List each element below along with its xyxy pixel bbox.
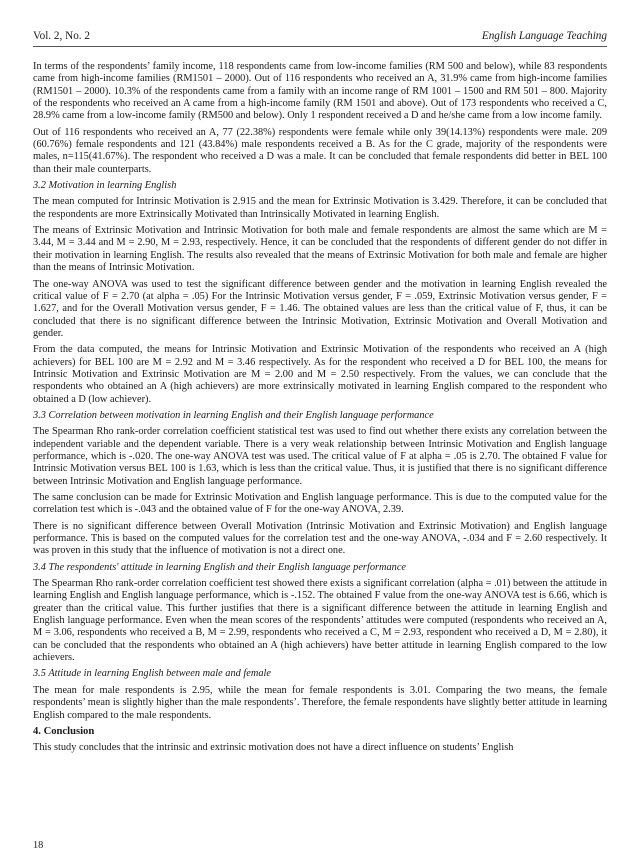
volume-label: Vol. 2, No. 2 xyxy=(33,30,90,42)
section-heading-3-3: 3.3 Correlation between motivation in learning English and their English language performance xyxy=(33,409,434,421)
paragraph: Out of 116 respondents who received an A, 77 (22.38%) respondents were female while only 39(14.13%) respondents were male. 209 (60.76%) female respondents and 121 (43.84%) male respondents received a B. As for the C grade, majority of the respondents were males, n=115(41.67%). The respondent who received a D was a male. It can be concluded that female respondents did better in BEL 100 than their male counterparts. xyxy=(33,126,607,175)
section-heading-3-2: 3.2 Motivation in learning English xyxy=(33,180,177,192)
paragraph: The Spearman Rho rank-order correlation coefficient statistical test was used to find out whether there exists any correlation between the independent variable and the dependent variable. There is a very weak relationship between Intrinsic Motivation and English language performance, which is -.020. The one-way ANOVA test was used. The critical value of F at alpha = .05 is 2.70. The obtained F value for Intrinsic Motivation versus BEL 100 is 1.63, which is less than the critical value. Thus, it is justified that there is no significant difference between Intrinsic Motivation and English language performance. xyxy=(33,426,607,487)
article-body xyxy=(33,61,607,759)
paragraph: The one-way ANOVA was used to test the significant difference between gender and the motivation in learning English revealed the critical value of F = 2.70 (at alpha = .05) For the Intrinsic Motivation versus gender, F = .059, Extrinsic Motivation versus gender, F = 1.627, and for the Overall Motivation versus gender, F = 1.46. The obtained values are less than the critical value of F, thus, it can be concluded that there is no significant difference between the Intrinsic Motivation, Extrinsic Motivation and Overall Motivation and gender. xyxy=(33,278,607,339)
paragraph: There is no significant difference between Overall Motivation (Intrinsic Motivation and Extrinsic Motivation) and English language performance. This is based on the computed values for the correlation test and the one-way ANOVA, -.034 and F = 2.60 respectively. It was proven in this study that the influence of motivation is not a direct one. xyxy=(33,520,607,557)
paragraph: In terms of the respondents’ family income, 118 respondents came from low-income families (RM 500 and below), while 83 respondents came from high-income families (RM1501 – 2000). Out of 116 respondents who received an A, 31.9% came from high-income families (RM1501 – 2000). 10.3% of the respondents came from a family with an income range of RM 1001 – 1500 and RM 501 – 800. Majority of the respondents who received an A came from a high-income family (RM 1501 and above). Out of 173 respondents who received a C, 28.9% came from a low-income family (RM500 and below). Only 1 respondent received a D and he/she came from a low income family. xyxy=(33,61,607,122)
section-heading-4: 4. Conclusion xyxy=(33,725,95,737)
paragraph: The mean computed for Intrinsic Motivation is 2.915 and the mean for Extrinsic Motivation is 3.429. Therefore, it can be concluded that the respondents are more Extrinsically Motivated than Intrinsically Motivated in learning English. xyxy=(33,196,607,220)
paragraph: This study concludes that the intrinsic and extrinsic motivation does not have a direct influence on students’ English xyxy=(33,742,514,754)
journal-title: English Language Teaching xyxy=(481,30,607,42)
running-header xyxy=(33,30,607,47)
section-heading-3-5: 3.5 Attitude in learning English between male and female xyxy=(33,668,271,680)
paragraph: From the data computed, the means for Intrinsic Motivation and Extrinsic Motivation of the respondents who received an A (high achievers) for BEL 100 are M = 2.92 and M = 3.46 respectively. As for the respondent who received a D for BEL 100, the means for Intrinsic Motivation and Extrinsic Motivation are M = 2.00 and M = 2.50 respectively. From the values, we can conclude that the respondents who obtained an A (high achievers) are more extrinsically motivated in learning English compared to the respondent who obtained a D (low achiever). xyxy=(33,344,607,405)
page-number: 18 xyxy=(33,840,44,851)
section-heading-3-4: 3.4 The respondents' attitude in learning English and their English language performance xyxy=(33,561,407,573)
paragraph: The mean for male respondents is 2.95, while the mean for female respondents is 3.01. Comparing the two means, the female respondents’ mean is slightly higher than the male respondents’. Therefore, the female respondents have slightly better attitude in learning English compared to the male respondents. xyxy=(33,684,607,721)
paragraph: The Spearman Rho rank-order correlation coefficient test showed there exists a significant correlation (alpha = .01) between the attitude in learning English and English language performance, which is -.152. The obtained F value from the one-way ANOVA test is 6.66, which is greater than the critical value. This further justifies that there is a significant difference between the attitude in learning English and English language performance. Even when the mean scores of the respondents’ attitudes were computed (respondents who received an A, M = 3.06, respondents who received a B, M = 2.99, respondents who received a C, M = 2.93, respondent who received a D, M = 2.80), it can be concluded that the respondents who obtained an A (high achievers) have better attitude in learning English compared to the low achievers. xyxy=(33,578,607,664)
paragraph: The same conclusion can be made for Extrinsic Motivation and English language performance. This is due to the computed value for the correlation test which is -.043 and the obtained value of F for the one-way ANOVA, 2.39. xyxy=(33,492,607,516)
paragraph: The means of Extrinsic Motivation and Intrinsic Motivation for both male and female respondents are almost the same which are M = 3.44, M = 3.44 and M = 2.90, M = 2.93, respectively. Hence, it can be concluded that the respondents of different gender do not differ in their motivation in learning English. The results also revealed that the means of Extrinsic Motivation for both male and female are higher than the means of Intrinsic Motivation. xyxy=(33,225,607,274)
